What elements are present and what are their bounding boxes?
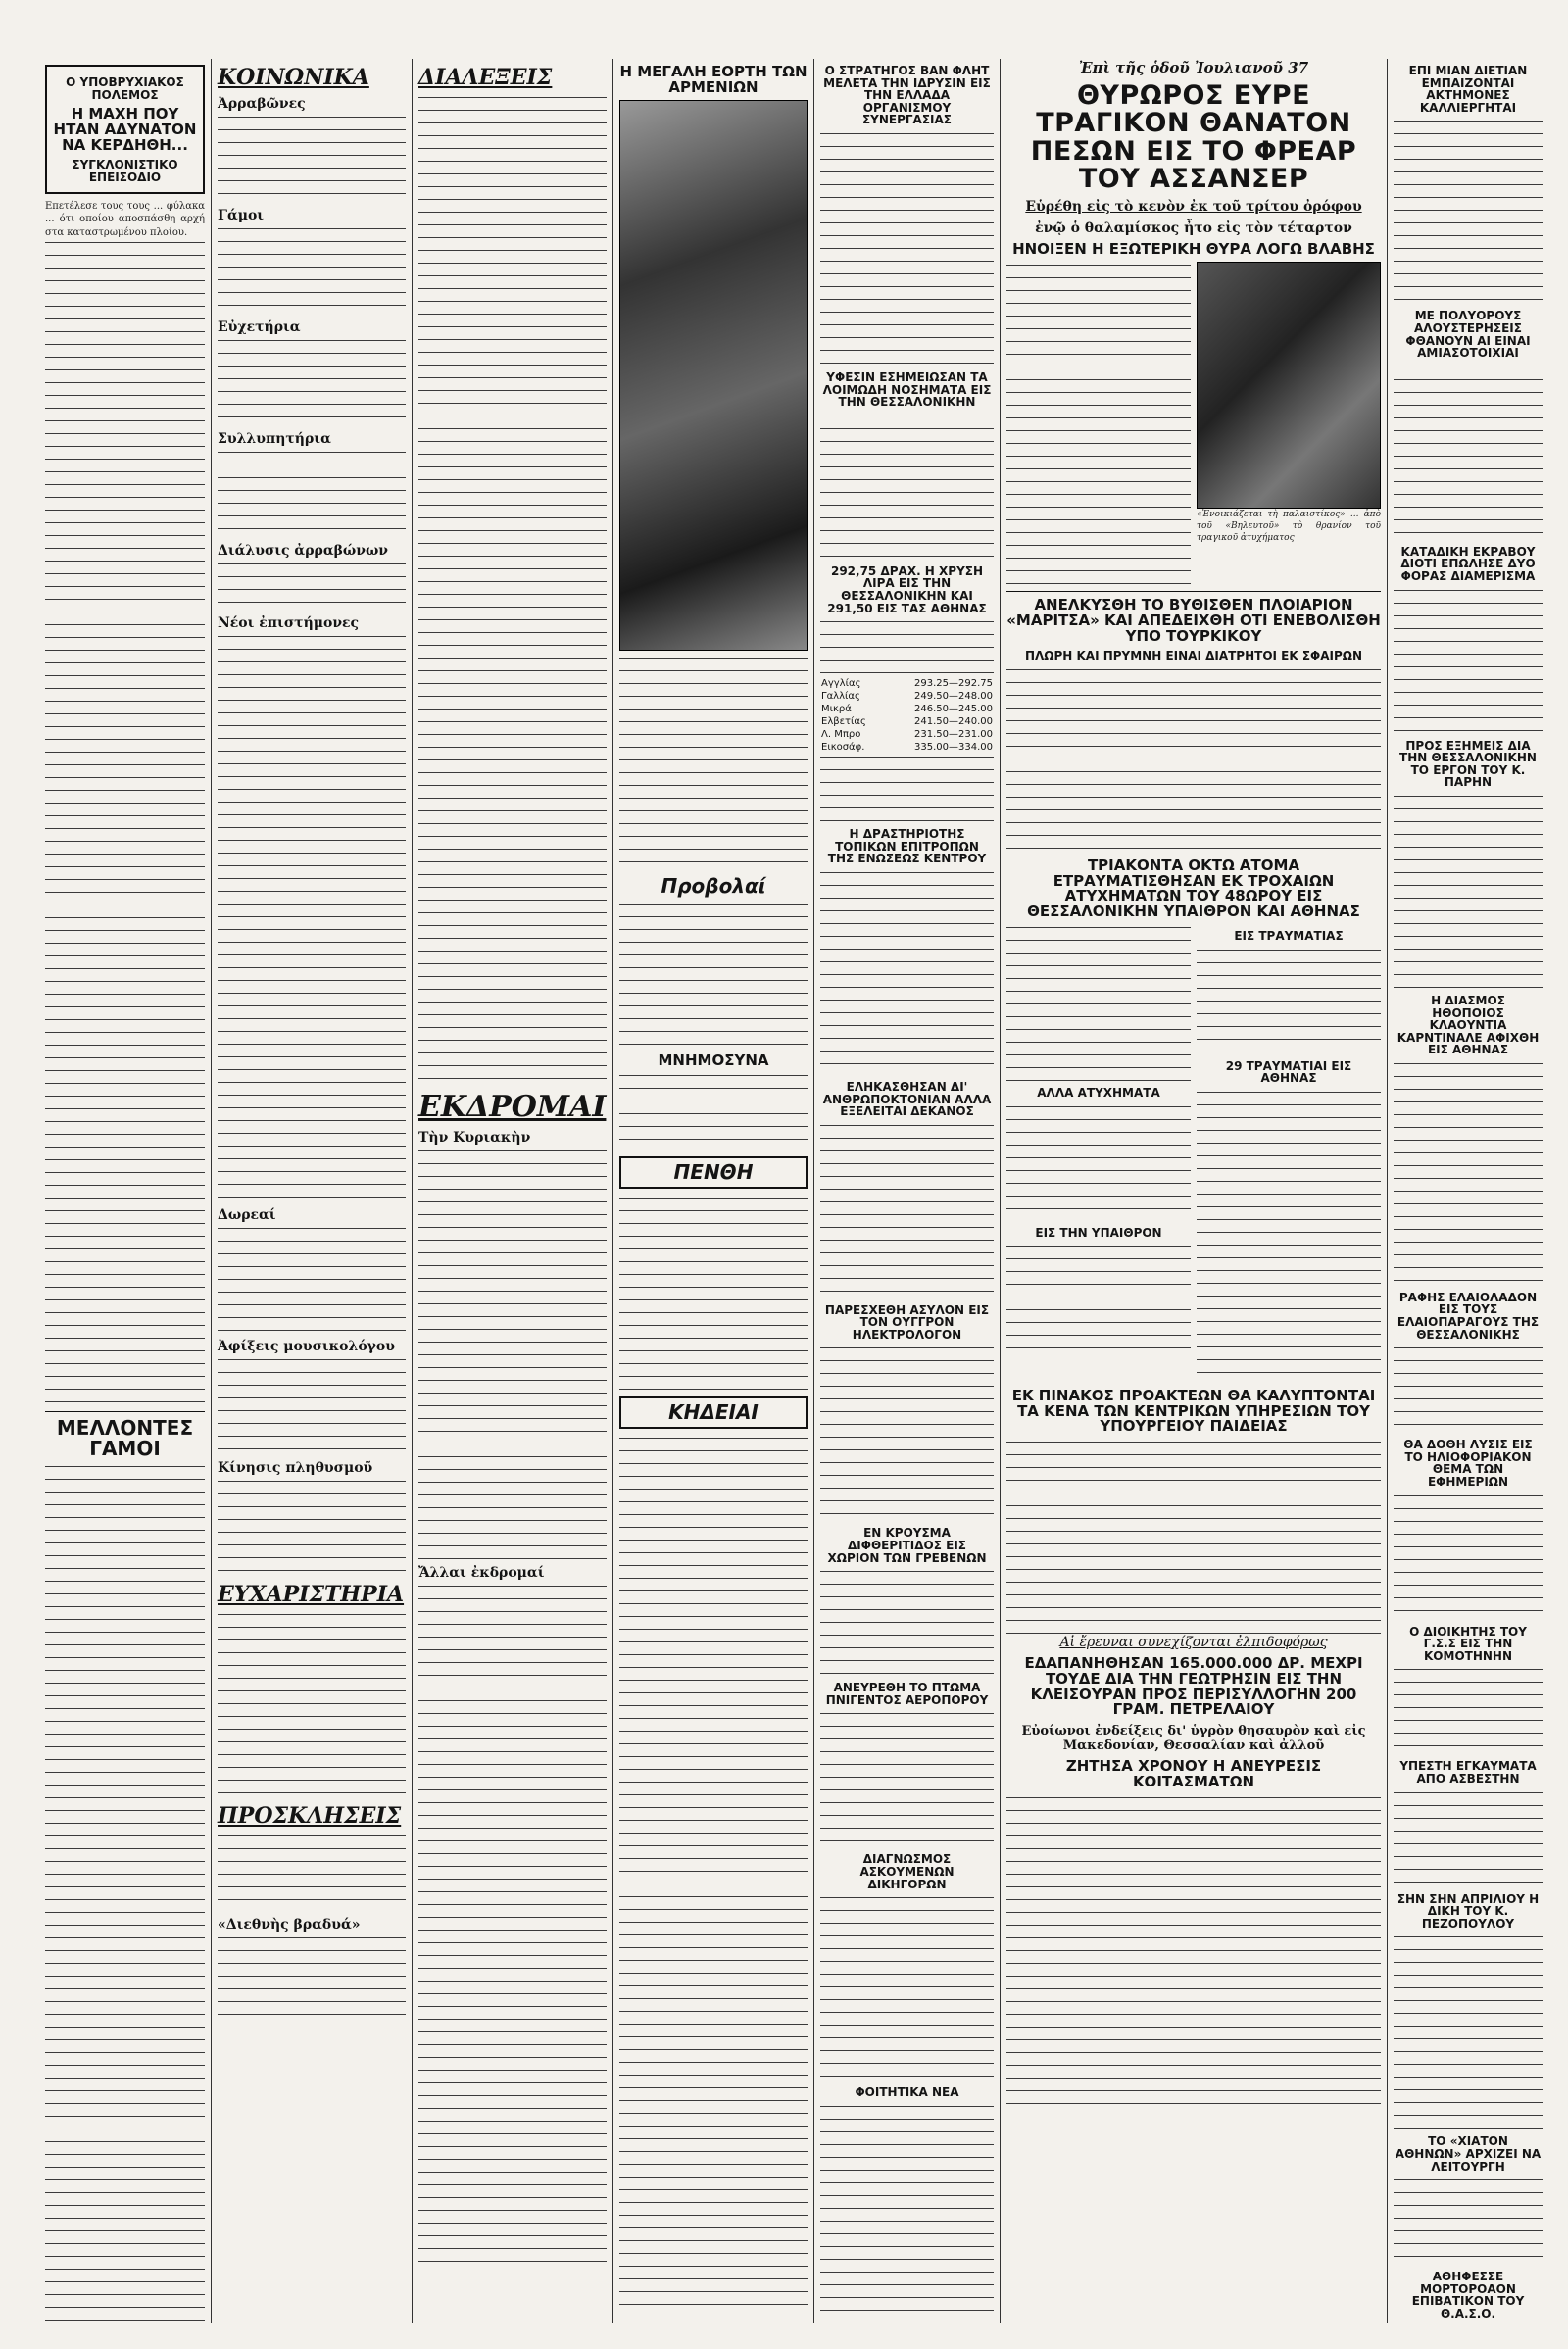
text-lines (218, 1225, 406, 1333)
text-lines (1006, 1794, 1381, 2108)
price-name: Εικοσάφ. (821, 742, 865, 754)
column-7 (1387, 59, 1548, 2323)
engagement-dissolution-heading: Διάλυσις ἀρραβώνων (218, 543, 388, 559)
text-lines (1006, 1103, 1191, 1221)
commander-headline: Ο ΔΙΟΙΚΗΤΗΣ ΤΟΥ Γ.Σ.Σ ΕΙΣ ΤΗΝ ΚΟΜΟΤΗΝΗΝ (1409, 1624, 1527, 1663)
cardinale-arrival-headline: Η ΔΙΑΣΜΟΣ ΗΘΟΠΟΙΟΣ ΚΛΑΟΥΝΤΙΑ ΚΑΡΝΤΙΝΑΛΕ ΑΦΙΧΘΗ ΕΙΣ ΑΘΗΝΑΣ (1396, 993, 1540, 1057)
other-excursions-heading: Ἄλλαι ἐκδρομαί (418, 1565, 545, 1581)
text-lines (1394, 2177, 1543, 2265)
price-row (820, 715, 994, 728)
invitations-title: ΠΡΟΣΚΛΗΣΕΙΣ (218, 1803, 402, 1829)
kicker-2: Αἱ ἔρευναι συνεχίζονται ἐλπιδοφόρως (1059, 1635, 1328, 1650)
box-kicker: Ο ΥΠΟΒΡΥΧΙΑΚΟΣ ΠΟΛΕΜΟΣ (66, 75, 184, 102)
price-value: 335.00—334.00 (914, 742, 993, 754)
text-lines (820, 618, 994, 677)
injured-heading: ΕΙΣ ΤΡΑΥΜΑΤΙΑΣ (1234, 928, 1344, 943)
text-lines (820, 1345, 994, 1521)
text-lines (1394, 793, 1543, 989)
text-lines (1006, 666, 1381, 853)
center-union-headline: Η ΔΡΑΣΤΗΡΙΟΤΗΣ ΤΟΠΙΚΩΝ ΕΠΙΤΡΟΠΩΝ ΤΗΣ ΕΝΩΣΕΩΣ ΚΕΝΤΡΟΥ (827, 827, 987, 866)
text-lines (619, 1435, 808, 2317)
mourning-box-title: ΠΕΝΘΗ (619, 1156, 808, 1189)
pilot-body-headline: ΑΝΕΥΡΕΘΗ ΤΟ ΠΤΩΜΑ ΠΝΙΓΕΝΤΟΣ ΑΕΡΟΠΟΡΟΥ (825, 1681, 989, 1707)
episode-subhead: ΣΥΓΚΛΟΝΙΣΤΙΚΟ ΕΠΕΙΣΟΔΙΟ (72, 158, 178, 185)
text-lines (218, 114, 406, 202)
column-2 (211, 59, 412, 2323)
text-lines (1394, 1060, 1543, 1286)
text-lines (218, 1934, 406, 2023)
text-lines (1006, 1439, 1381, 1635)
text-lines (1394, 364, 1543, 540)
social-section-title: ΚΟΙΝΩΝΙΚΑ (218, 65, 369, 90)
text-lines (218, 1478, 406, 1576)
student-news-headline: ΦΟΙΤΗΤΙΚΑ ΝΕΑ (855, 2085, 959, 2100)
text-lines (1394, 1789, 1543, 1887)
price-value: 249.50—248.00 (914, 691, 993, 703)
text-lines (1006, 262, 1191, 585)
lawyers-exam-headline: ΔΙΑΓΝΩΣΜΟΣ ΑΣΚΟΥΜΕΝΩΝ ΔΙΚΗΓΟΡΩΝ (859, 1852, 955, 1891)
price-name: Μικρά (821, 704, 852, 715)
countryside-heading: ΕΙΣ ΤΗΝ ΥΠΑΙΘΡΟΝ (1035, 1225, 1162, 1240)
battle-headline: Η ΜΑΧΗ ΠΟΥ ΗΤΑΝ ΑΔΥΝΑΤΟΝ ΝΑ ΚΕΡΔΗΘΗ... (53, 105, 197, 154)
excursions-section-title: ΕΚΔΡΟΜΑΙ (418, 1090, 607, 1124)
text-lines (820, 1894, 994, 2080)
traffic-injuries-headline: ΤΡΙΑΚΟΝΤΑ ΟΚΤΩ ΑΤΟΜΑ ΕΤΡΑΥΜΑΤΙΣΘΗΣΑΝ ΕΚ ΤΡΟΧΑΙΩΝ ΑΤΥΧΗΜΑΤΩΝ ΤΟΥ 48ΩΡΟΥ ΕΙΣ ΘΕΣΣΑΛΟΝΙΚΗΝ ΥΠΑΙΘΡΟΝ ΚΑΙ ΑΘΗΝΑΣ (1027, 856, 1360, 921)
text-lines (820, 869, 994, 1075)
text-lines (619, 1072, 808, 1150)
international-evening-heading: «Διεθνὴς βραδυά» (218, 1917, 361, 1933)
memorials-heading: ΜΝΗΜΟΣΥΝΑ (658, 1051, 769, 1069)
infectious-diseases-headline: ΥΦΕΣΙΝ ΕΣΗΜΕΙΩΣΑΝ ΤΑ ΛΟΙΜΩΔΗ ΝΟΣΗΜΑΤΑ ΕΙΣ ΤΗΝ ΘΕΣΣΑΛΟΝΙΚΗΝ (822, 369, 992, 410)
text-lines (820, 1122, 994, 1298)
price-row (820, 728, 994, 741)
price-row (820, 703, 994, 715)
van-fleet-headline: Ο ΣΤΡΑΤΗΓΟΣ ΒΑΝ ΦΛΗΤ ΜΕΛΕΤΑ ΤΗΝ ΙΔΡΥΣΙΝ ΕΙΣ ΤΗΝ ΕΛΛΑΔΑ ΟΡΓΑΝΙΣΜΟΥ ΣΥΝΕΡΓΑΣΙΑΣ (823, 64, 991, 127)
donations-heading: Δωρεαί (218, 1207, 276, 1223)
text-lines (619, 1195, 808, 1391)
price-name: Αγγλίας (821, 678, 861, 690)
engagements-heading: Ἀρραβῶνες (218, 96, 306, 112)
text-lines (820, 754, 994, 822)
price-value: 241.50—240.00 (914, 716, 993, 728)
gold-sovereign-headline: 292,75 ΔΡΑΧ. Η ΧΡΥΣΗ ΛΙΡΑ ΕΙΣ ΤΗΝ ΘΕΣΣΑΛΟΝΙΚΗΝ ΚΑΙ 291,50 ΕΙΣ ΤΑΣ ΑΘΗΝΑΣ (827, 563, 987, 615)
text-lines (1394, 1666, 1543, 1754)
article-body-text: Επετέλεσε τους τους ... φύλακα ... ότι οποίου αποσπάσθη αρχή στα καταστρωμένου πλοίου. (45, 200, 205, 238)
text-lines (820, 2103, 994, 2323)
greetings-heading: Εὐχετήρια (218, 319, 301, 335)
violations-headline: ΜΕ ΠΟΛΥΟΡΟΥΣ ΑΛΟΥΣΤΕΡΗΣΕΙΣ ΦΘΑΝΟΥΝ ΑΙ ΕΙΝΑΙ ΑΜΙΑΣΟΤΟΙΧΙΑΙ (1405, 309, 1531, 361)
price-name: Λ. Μπρο (821, 729, 861, 741)
price-row (820, 677, 994, 690)
text-lines (218, 225, 406, 314)
homicide-headline: ΕΛΗΚΑΣΘΗΣΑΝ ΔΙ' ΑΝΘΡΩΠΟΚΤΟΝΙΑΝ ΑΛΛΑ ΕΞΕΛΕΙΤΑΙ ΔΕΚΑΝΟΣ (822, 1079, 992, 1119)
education-ministry-headline: ΕΚ ΠΙΝΑΚΟΣ ΠΡΟΑΚΤΕΩΝ ΘΑ ΚΑΛΥΠΤΟΝΤΑΙ ΤΑ ΚΕΝΑ ΤΩΝ ΚΕΝΤΡΙΚΩΝ ΥΠΗΡΕΣΙΩΝ ΤΟΥ ΥΠΟΥΡΓΕΙΟΥ ΠΑΙΔΕΙΑΣ (1011, 1386, 1376, 1436)
population-movement-heading: Κίνησις πληθυσμοῦ (218, 1460, 373, 1476)
gold-prices-table (820, 677, 994, 754)
oil-drilling-headline: ΕΔΑΠΑΝΗΘΗΣΑΝ 165.000.000 ΔΡ. ΜΕΧΡΙ ΤΟΥΔΕ ΔΙΑ ΤΗΝ ΓΕΩΤΡΗΣΙΝ ΕΙΣ ΤΗΝ ΚΛΕΙΣΟΥΡΑΝ ΠΡΟΣ ΠΕΡΙΣΥΛΛΟΓΗΝ 200 ΓΡΑΜ. ΠΕΤΡΕΛΑΙΟΥ (1024, 1654, 1363, 1719)
text-lines (1197, 1089, 1381, 1383)
text-lines (820, 1568, 994, 1676)
column-6 (1000, 59, 1387, 2323)
ceremony-photo (619, 100, 808, 651)
article-with-photo (1006, 262, 1381, 585)
text-lines (1394, 1493, 1543, 1620)
injuries-right (1197, 924, 1381, 1383)
text-lines (218, 1611, 406, 1797)
elevator-shaft-photo (1197, 262, 1381, 509)
weddings-text-lines (45, 1463, 205, 2323)
text-lines (218, 337, 406, 425)
photo-block (1197, 262, 1381, 585)
thank-you-notes-title: ΕΥΧΑΡΙΣΤΗΡΙΑ (218, 1582, 405, 1607)
apartment-sold-twice-headline: ΚΑΤΑΔΙΚΗ ΕΚΡΑΒΟΥ ΔΙΟΤΙ ΕΠΩΛΗΣΕ ΔΥΟ ΦΟΡΑΣ ΔΙΑΜΕΡΙΣΜΑ (1400, 544, 1536, 583)
text-lines (619, 901, 808, 1048)
maritsa-deck: ΠΛΩΡΗ ΚΑΙ ΠΡΥΜΝΗ ΕΙΝΑΙ ΔΙΑΤΡΗΤΟΙ ΕΚ ΣΦΑΙΡΩΝ (1024, 649, 1363, 663)
text-lines (218, 449, 406, 537)
price-row (820, 741, 994, 754)
priests-headline: ΘΑ ΔΟΘΗ ΛΥΣΙΣ ΕΙΣ ΤΟ ΗΛΙΟΦΟΡΙΑΚΟΝ ΘΕΜΑ ΤΩΝ ΕΦΗΜΕΡΙΩΝ (1403, 1438, 1533, 1490)
text-lines (820, 130, 994, 366)
text-lines (1394, 1345, 1543, 1433)
column-5 (813, 59, 1000, 2323)
text-lines (218, 633, 406, 1201)
text-lines (1394, 118, 1543, 304)
text-lines (218, 1833, 406, 1911)
olive-oil-headline: ΡΑΦΗΣ ΕΛΑΙΟΛΑΔΟΝ ΕΙΣ ΤΟΥΣ ΕΛΑΙΟΠΑΡΑΓΟΥΣ ΤΗΣ ΘΕΣΣΑΛΟΝΙΚΗΣ (1396, 1290, 1540, 1342)
landless-farmers-headline: ΕΠΙ ΜΙΑΝ ΔΙΕΤΙΑΝ ΕΜΠΑΙΖΟΝΤΑΙ ΑΚΤΗΜΟΝΕΣ ΚΑΛΛΙΕΡΓΗΤΑΙ (1408, 64, 1528, 115)
text-lines (218, 1356, 406, 1454)
column-1 (39, 59, 211, 2323)
condolences-heading: Συλλυπητήρια (218, 431, 331, 447)
text-lines (1394, 1933, 1543, 2129)
text-lines (1006, 1243, 1191, 1360)
oil-deck: Εὐοίωνοι ἐνδείξεις δι' ὑγρὸν θησαυρὸν καὶ εἰς Μακεδονίαν, Θεσσαλίαν καὶ ἀλλοῦ (1021, 1724, 1366, 1753)
submarine-war-box (45, 65, 205, 194)
screenings-heading: Προβολαί (661, 873, 766, 898)
trial-headline: ΣΗΝ ΣΗΝ ΑΠΡΙΛΙΟΥ Η ΔΙΚΗ ΤΟΥ Κ. ΠΕΖΟΠΟΥΛΟΥ (1396, 1891, 1540, 1931)
text-lines (1394, 587, 1543, 734)
injuries-left (1006, 924, 1191, 1383)
asylum-headline: ΠΑΡΕΣΧΕΘΗ ΑΣΥΛΟΝ ΕΙΣ ΤΟΝ ΟΥΓΓΡΟΝ ΗΛΕΚΤΡΟΛΟΓΟΝ (824, 1302, 990, 1342)
weddings-heading: Γάμοι (218, 208, 265, 223)
text-lines (418, 1148, 607, 1559)
kicker: Ἐπὶ τῆς ὁδοῦ Ἰουλιανοῦ 37 (1078, 59, 1309, 76)
price-value: 246.50—245.00 (914, 704, 993, 715)
doorman-death-headline: ΘΥΡΩΡΟΣ ΕΥΡΕ ΤΡΑΓΙΚΟΝ ΘΑΝΑΤΟΝ ΠΕΣΩΝ ΕΙΣ ΤΟ ΦΡΕΑΡ ΤΟΥ ΑΣΣΑΝΣΕΡ (1030, 80, 1357, 195)
text-lines (1006, 924, 1191, 1081)
lectures-section-title: ΔΙΑΛΕΞΕΙΣ (418, 65, 553, 90)
funerals-box-title: ΚΗΔΕΙΑΙ (619, 1396, 808, 1429)
new-scientists-heading: Νέοι ἐπιστήμονες (218, 615, 360, 631)
divider (1006, 591, 1381, 592)
text-lines (218, 561, 406, 610)
price-name: Γαλλίας (821, 691, 860, 703)
diphtheria-headline: ΕΝ ΚΡΟΥΣΜΑ ΔΙΦΘΕΡΙΤΙΔΟΣ ΕΙΣ ΧΩΡΙΟΝ ΤΩΝ ΓΡΕΒΕΝΩΝ (827, 1526, 987, 1565)
musicologist-arrival-heading: Ἀφίξεις μουσικολόγου (218, 1339, 395, 1354)
price-name: Ελβετίας (821, 716, 866, 728)
price-row (820, 690, 994, 703)
parren-work-headline: ΠΡΟΣ ΕΞΗΜΕΙΣ ΔΙΑ ΤΗΝ ΘΕΣΣΑΛΟΝΙΚΗΝ ΤΟ ΕΡΓΟΝ ΤΟΥ Κ. ΠΑΡΗΝ (1399, 738, 1537, 790)
door-fault-headline: ΗΝΟΙΞΕΝ Η ΕΞΩΤΕΡΙΚΗ ΘΥΡΑ ΛΟΓΩ ΒΛΑΒΗΣ (1012, 240, 1375, 259)
divider (45, 1411, 205, 1412)
deposits-headline: ΖΗΤΗΣΑ ΧΡΟΝΟΥ Η ΑΝΕΥΡΕΣΙΣ ΚΟΙΤΑΣΜΑΤΩΝ (1065, 1757, 1322, 1790)
article-body-lines (45, 239, 205, 1405)
motorboat-headline: ΑΘΗΦΕΣΣΕ ΜΟΡΤΟΡΟΑΟΝ ΕΠΙΒΑΤΙΚΟΝ ΤΟΥ Θ.Α.Σ.Ο. (1411, 2270, 1525, 2321)
deck-line-2: ἐνῷ ὁ θαλαμίσκος ἦτο εἰς τὸν τέταρτον (1035, 220, 1352, 237)
maritsa-boat-headline: ΑΝΕΛΚΥΣΘΗ ΤΟ ΒΥΘΙΣΘΕΝ ΠΛΟΙΑΡΙΟΝ «ΜΑΡΙΤΣΑ» ΚΑΙ ΑΠΕΔΕΙΧΘΗ ΟΤΙ ΕΝΕΒΟΛΙΣΘΗ ΥΠΟ ΤΟΥΡΚΙΚΟΥ (1006, 596, 1381, 645)
text-lines (418, 94, 607, 1084)
text-lines (1197, 947, 1381, 1054)
price-value: 293.25—292.75 (914, 678, 993, 690)
text-lines (820, 1710, 994, 1847)
armenian-feast-headline: Η ΜΕΓΑΛΗ ΕΟΡΤΗ ΤΩΝ ΑΡΜΕΝΙΩΝ (619, 63, 808, 96)
sunday-subheading: Τὴν Κυριακὴν (418, 1130, 531, 1146)
text-lines (418, 1583, 607, 2269)
injuries-columns (1006, 924, 1381, 1383)
column-3 (412, 59, 612, 2323)
upcoming-weddings-headline: ΜΕΛΛΟΝΤΕΣ ΓΑΜΟΙ (56, 1416, 194, 1461)
lime-burns-headline: ΥΠΕΣΤΗ ΕΓΚΑΥΜΑΤΑ ΑΠΟ ΑΣΒΕΣΤΗΝ (1399, 1759, 1537, 1786)
photo-caption: «Ἐνοικιάζεται τὴ παλαιστίκος» ... ἀπὸ τοῦ «Βηλευτοῦ» τὸ θρανίον τοῦ τραγικοῦ ἀτυχήματος (1197, 510, 1381, 544)
newspaper-page (39, 59, 1548, 2323)
deck-line-1: Εὑρέθη εἰς τὸ κενὸν ἐκ τοῦ τρίτου ὀρόφου (1025, 199, 1362, 216)
text-lines (619, 655, 808, 870)
text-lines (820, 413, 994, 560)
column-4 (612, 59, 813, 2323)
other-accidents-heading: ΑΛΛΑ ΑΤΥΧΗΜΑΤΑ (1037, 1085, 1160, 1100)
hilton-headline: ΤΟ «ΧΙΑΤΟΝ ΑΘΗΝΩΝ» ΑΡΧΙΖΕΙ ΝΑ ΛΕΙΤΟΥΡΓΗ (1395, 2134, 1542, 2174)
athens-injured-heading: 29 ΤΡΑΥΜΑΤΙΑΙ ΕΙΣ ΑΘΗΝΑΣ (1225, 1058, 1352, 1086)
price-value: 231.50—231.00 (914, 729, 993, 741)
